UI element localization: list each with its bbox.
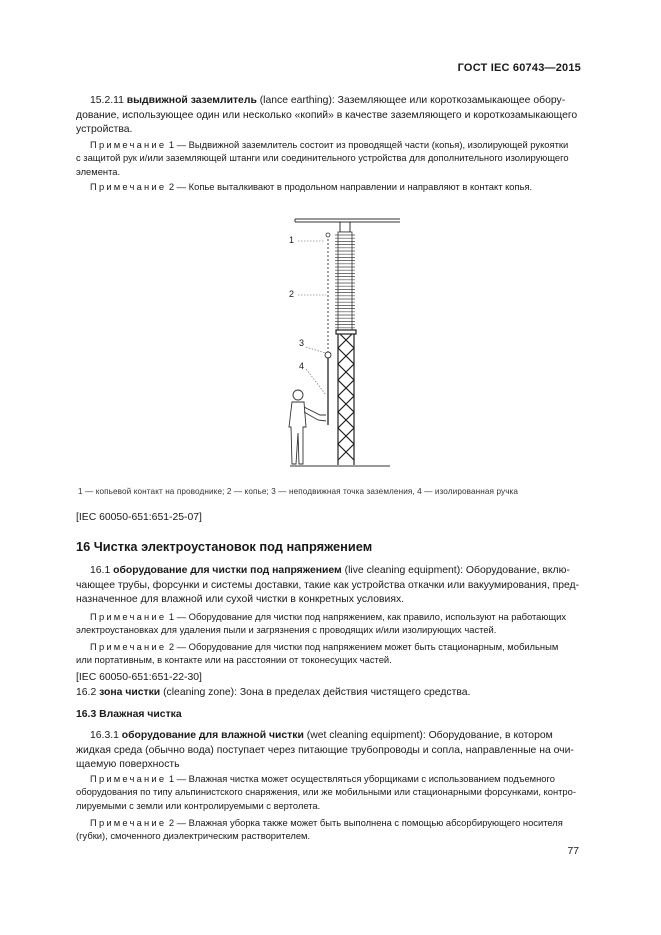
note-2 [76, 180, 584, 193]
clause-number: 16.3.1 [90, 730, 122, 741]
note-label: Примечание [90, 611, 167, 622]
note-text-line: элемента. [76, 165, 121, 177]
clause-text-line: назначенное для влажной или сухой чистки в конкретных условиях. [76, 594, 405, 606]
clause-16-1 [76, 564, 584, 608]
note-text: 1 — Выдвижной заземлитель состоит из проводящей части (копья), изолирующей рукоятки [166, 139, 569, 150]
note-label: Примечание [90, 641, 167, 652]
clause-text-line: щаемую поверхность [76, 759, 180, 771]
note-text-line: оборудования по типу альпинистского снаряжения, или же мобильными или стационарными форсунками, контро- [76, 786, 576, 798]
figure-label-3: 3 [299, 338, 305, 348]
reference-2 [76, 671, 584, 700]
clause-text-line: устройства. [76, 124, 133, 136]
clause-term: выдвижной заземлитель [126, 95, 257, 106]
doc-code: ГОСТ IEC 60743—2015 [457, 62, 581, 74]
note-label: Примечание [90, 181, 167, 192]
note-text: 2 — Копье выталкивают в продольном направлении и направляют в контакт копья. [166, 181, 533, 192]
reference-1: [IEC 60050-651:651-25-07] [76, 512, 202, 523]
lance-earthing-figure [270, 215, 420, 477]
figure-label-2: 2 [289, 289, 295, 299]
clause-text: (cleaning zone): Зона в пределах действия чистящего средства. [160, 686, 471, 698]
subsection-16-3-title: 16.3 Влажная чистка [76, 709, 182, 720]
note-text-line: лируемыми с земли или контролируемыми с вертолета. [76, 799, 321, 811]
note-1 [76, 138, 584, 178]
note-1-16-1 [76, 610, 584, 637]
figure-label-4: 4 [299, 361, 305, 371]
note-2-16-3-1 [76, 816, 584, 843]
clause-15-2-11 [76, 94, 584, 138]
note-text: 1 — Оборудование для чистки под напряжением, как правило, используют на работающих [166, 611, 567, 622]
clause-term: зона чистки [99, 686, 161, 698]
note-text-line: (губки), смоченного диэлектрическим растворителем. [76, 830, 311, 842]
note-label: Примечание [90, 139, 167, 150]
note-text-line: или портативным, в контакте или на расстоянии от токонесущих частей. [76, 654, 392, 666]
clause-term: оборудование для влажной чистки [121, 730, 304, 741]
note-text-line: с защитой рук и/или заземляющей штанги или соединительного устройства для дополнительного изолирующего [76, 152, 569, 164]
figure-label-1: 1 [289, 235, 295, 245]
clause-text-line: чающее трубы, форсунки и системы доставки, такие как устройства откачки или вакуумирования, пред- [76, 579, 580, 591]
lance-contact [340, 222, 350, 232]
insulator [338, 232, 352, 332]
figure-caption: 1 — копьевой контакт на проводнике; 2 — копье; 3 — неподвижная точка заземления, 4 — изолированная ручка [78, 487, 519, 496]
page-number: 77 [567, 846, 579, 857]
clause-number: 16.2 [76, 686, 100, 698]
note-1-16-3-1 [76, 772, 584, 812]
worker [289, 390, 326, 464]
label-leaders [298, 241, 326, 395]
clause-text: (wet cleaning equipment): Оборудование, в котором [303, 730, 553, 741]
support-column [336, 330, 356, 465]
note-label: Примечание [90, 817, 167, 828]
clause-text: (lance earthing): Заземляющее или короткозамыкающее обору- [256, 95, 566, 106]
clause-number: 16.1 [90, 565, 114, 576]
reference-text: [IEC 60050-651:651-22-30] [76, 672, 202, 683]
clause-number: 15.2.11 [90, 95, 124, 106]
clause-text-line: дование, использующее один или несколько «копий» в качестве заземляющего и короткозамыкающего [76, 109, 578, 121]
note-text: 2 — Влажная уборка также может быть выполнена с помощью абсорбирующего носителя [166, 817, 563, 828]
note-label: Примечание [90, 773, 167, 784]
note-text: 2 — Оборудование для чистки под напряжением может быть стационарным, мобильным [166, 641, 559, 652]
note-2-16-1 [76, 640, 584, 667]
earthing-point [325, 352, 331, 358]
clause-text-line: жидкая среда (обычно вода) поступает через питающие трубопроводы и сопла, направленные на очи- [76, 744, 574, 756]
section-16-title: 16 Чистка электроустановок под напряжением [76, 539, 373, 554]
lance-tip [326, 233, 330, 237]
clause-16-3-1 [76, 729, 584, 773]
note-text-line: электроустановках для удаления пыли и загрязнения с проводящих и/или изолирующих частей. [76, 624, 497, 636]
clause-term: оборудование для чистки под напряжением [113, 565, 342, 576]
clause-text: (live cleaning equipment): Оборудование, вклю- [341, 565, 570, 576]
note-text: 1 — Влажная чистка может осуществляться уборщиками с использованием подъемного [166, 773, 555, 784]
